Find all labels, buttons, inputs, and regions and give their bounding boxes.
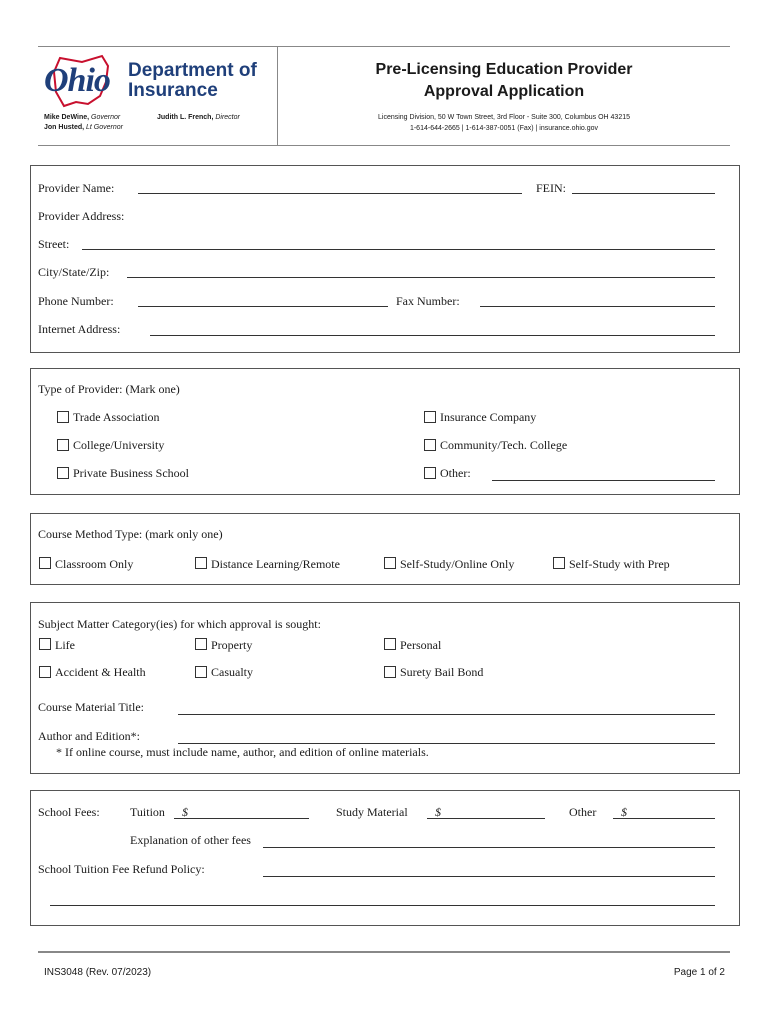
trade-association-label: Trade Association <box>73 410 160 424</box>
classroom-only-label: Classroom Only <box>55 557 134 571</box>
course-method-section <box>30 513 740 585</box>
personal-label: Personal <box>400 638 442 652</box>
refund-policy-label: School Tuition Fee Refund Policy: <box>38 862 205 876</box>
other-provider-field[interactable] <box>492 480 715 481</box>
division-address: Licensing Division, 50 W Town Street, 3rd Floor - Suite 300, Columbus OH 43215 <box>378 114 630 121</box>
director-line <box>157 114 240 121</box>
fein-label: FEIN: <box>536 181 566 195</box>
division-contact: 1-614-644-2665 | 1-614-387-0051 (Fax) | insurance.ohio.gov <box>409 125 599 132</box>
fein-field[interactable] <box>572 193 715 194</box>
footer-divider <box>38 951 730 953</box>
surety-bail-bond-checkbox[interactable] <box>384 666 396 678</box>
page-number: Page 1 of 2 <box>673 967 725 978</box>
internet-address-field[interactable] <box>150 335 715 336</box>
life-checkbox[interactable] <box>39 638 51 650</box>
distance-learning-label: Distance Learning/Remote <box>211 557 340 571</box>
classroom-only-checkbox[interactable] <box>39 557 51 569</box>
director-title: Director <box>215 114 240 121</box>
self-study-prep-checkbox[interactable] <box>553 557 565 569</box>
phone-field[interactable] <box>138 306 388 307</box>
casualty-checkbox[interactable] <box>195 666 207 678</box>
course-method-heading: Course Method Type: (mark only one) <box>38 527 223 541</box>
other-provider-checkbox[interactable] <box>424 467 436 479</box>
self-study-online-label: Self-Study/Online Only <box>400 557 515 571</box>
lt-governor-line <box>44 124 123 131</box>
accident-health-label: Accident & Health <box>55 665 146 679</box>
school-fees-label: School Fees: <box>38 805 100 819</box>
self-study-online-checkbox[interactable] <box>384 557 396 569</box>
self-study-prep-label: Self-Study with Prep <box>569 557 670 571</box>
provider-address-label: Provider Address: <box>38 209 125 223</box>
refund-policy-field-line2[interactable] <box>50 905 715 906</box>
street-field[interactable] <box>82 249 715 250</box>
director-name: Judith L. French, <box>157 114 214 121</box>
surety-bail-bond-label: Surety Bail Bond <box>400 665 484 679</box>
logo-word: Ohio <box>44 62 110 99</box>
property-checkbox[interactable] <box>195 638 207 650</box>
lt-governor-name: Jon Husted, <box>44 124 85 131</box>
online-course-note: * If online course, must include name, author, and edition of online materials. <box>56 745 429 759</box>
accident-health-checkbox[interactable] <box>39 666 51 678</box>
trade-association-checkbox[interactable] <box>57 411 69 423</box>
author-edition-field[interactable] <box>178 743 715 744</box>
insurance-company-label: Insurance Company <box>440 410 537 424</box>
distance-learning-checkbox[interactable] <box>195 557 207 569</box>
study-material-label: Study Material <box>336 805 408 819</box>
tuition-dollar-sign: $ <box>182 805 188 819</box>
life-label: Life <box>55 638 75 652</box>
lt-governor-title: Lt Governor <box>86 124 123 131</box>
course-material-title-field[interactable] <box>178 714 715 715</box>
college-university-label: College/University <box>73 438 165 452</box>
property-label: Property <box>211 638 253 652</box>
tuition-label: Tuition <box>130 805 165 819</box>
governor-title: Governor <box>91 114 121 121</box>
dept-name-line2: Insurance <box>128 80 218 101</box>
provider-name-label: Provider Name: <box>38 181 115 195</box>
other-fee-field[interactable] <box>613 818 715 819</box>
personal-checkbox[interactable] <box>384 638 396 650</box>
explanation-other-fees-field[interactable] <box>263 847 715 848</box>
other-provider-label: Other: <box>440 466 471 480</box>
insurance-company-checkbox[interactable] <box>424 411 436 423</box>
phone-label: Phone Number: <box>38 294 114 308</box>
subject-matter-heading: Subject Matter Category(ies) for which approval is sought: <box>38 617 321 631</box>
other-fee-label: Other <box>569 805 597 819</box>
governor-line <box>44 114 120 121</box>
tuition-field[interactable] <box>174 818 309 819</box>
provider-name-field[interactable] <box>138 193 522 194</box>
fax-label: Fax Number: <box>396 294 460 308</box>
governor-name: Mike DeWine, <box>44 114 90 121</box>
city-state-zip-label: City/State/Zip: <box>38 265 110 279</box>
form-title-line2: Approval Application <box>423 83 585 100</box>
provider-type-heading: Type of Provider: (Mark one) <box>38 382 180 396</box>
refund-policy-field[interactable] <box>263 876 715 877</box>
dept-name-line1: Department of <box>128 60 257 81</box>
street-label: Street: <box>38 237 70 251</box>
course-material-title-label: Course Material Title: <box>38 700 144 714</box>
form-title-line1: Pre-Licensing Education Provider <box>375 61 633 78</box>
explanation-other-fees-label: Explanation of other fees <box>130 833 251 847</box>
ohio-logo <box>42 52 122 110</box>
fax-field[interactable] <box>480 306 715 307</box>
internet-address-label: Internet Address: <box>38 322 121 336</box>
author-edition-label: Author and Edition*: <box>38 729 140 743</box>
casualty-label: Casualty <box>211 665 253 679</box>
study-material-dollar-sign: $ <box>435 805 441 819</box>
college-university-checkbox[interactable] <box>57 439 69 451</box>
city-state-zip-field[interactable] <box>127 277 715 278</box>
private-business-school-label: Private Business School <box>73 466 189 480</box>
community-tech-college-label: Community/Tech. College <box>440 438 568 452</box>
private-business-school-checkbox[interactable] <box>57 467 69 479</box>
study-material-field[interactable] <box>427 818 545 819</box>
community-tech-college-checkbox[interactable] <box>424 439 436 451</box>
other-fee-dollar-sign: $ <box>621 805 627 819</box>
form-code: INS3048 (Rev. 07/2023) <box>44 967 152 978</box>
